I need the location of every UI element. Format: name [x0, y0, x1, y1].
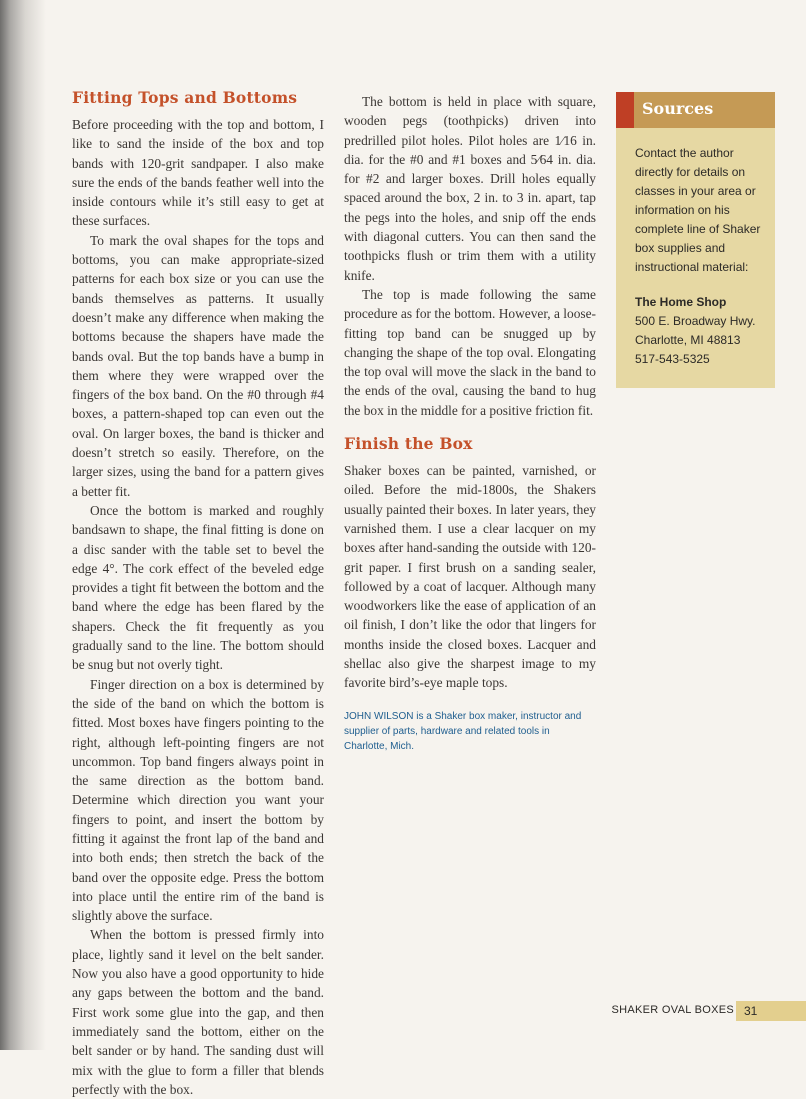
shop-name: The Home Shop [635, 295, 727, 309]
shop-phone: 517-543-5325 [635, 352, 710, 366]
column-middle [344, 92, 596, 754]
page-number: 31 [740, 1001, 806, 1021]
paragraph: When the bottom is pressed firmly into place, lightly sand it level on the belt sander. Now you also have a good opportunity to hide any gaps between the bottom and the band. First work some glue into the gap, and then immediately sand the bottom, either on the belt sander or by hand. The sanding dust will mix with the glue to form a filler that blends perfectly with the box. [72, 927, 324, 1097]
sidebar-accent-bar [616, 92, 634, 128]
paragraph: Once the bottom is marked and roughly bandsawn to shape, the final fitting is done on a disc sander with the table set to bevel the edge 4°. The cork effect of the beveled edge provides a tight fit between the bottom and the band where the edge has been flared by the shapers. Check the fit frequently as you gradually sand to the line. The bottom should be snug but not overly tight. [72, 502, 324, 673]
footer-running-title: SHAKER OVAL BOXES [611, 1004, 734, 1016]
page-gutter-shadow [0, 0, 46, 1050]
section-heading-fitting: Fitting Tops and Bottoms [72, 88, 298, 107]
paragraph: Before proceeding with the top and bottom, I like to sand the inside of the box and top bands with 120-grit sandpaper. I also make sure the ends of the bands feather well into the inside contours while it’s still easy to get at these surfaces. [72, 117, 324, 229]
shop-address-line2: Charlotte, MI 48813 [635, 333, 741, 347]
paragraph: Shaker boxes can be painted, varnished, or oiled. Before the mid-1800s, the Shakers usually painted their boxes. In later years, they varnished them. I use a clear lacquer on my boxes after hand-sanding the outside with 120-grit paper. I first brush on a sanding sealer, followed by a coat of lacquer. Although many woodworkers like the ease of application of an oil finish, I don’t like the odor that lingers for months inside the closed boxes. Lacquer and shellac also give the sharpest image to my favorite bird’s-eye maple tops. [344, 463, 596, 691]
paragraph: The top is made following the same procedure as for the bottom. However, a loose-fitting top band can be snugged up by changing the shape of the top oval. Elongating the top oval will move the slack in the band to the ends of the oval, causing the band to hug the box in the middle for a positive friction fit. [344, 286, 596, 418]
paragraph: The bottom is held in place with square, wooden pegs (toothpicks) driven into predrilled pilot holes. Pilot holes are 1⁄16 in. dia. for the #0 and #1 boxes and 5⁄64 in. dia. for #2 and larger boxes. Drill holes equally spaced around the box, 2 in. to 3 in. apart, tap the pegs into the holes, and snip off the ends with diagonal cutters. You can then sand the toothpicks flush or trim them with a utility knife. [344, 94, 596, 283]
sidebar-intro: Contact the author directly for details on classes in your area or information on his complete line of Shaker box supplies and instructional material: [635, 146, 761, 274]
column-left [72, 88, 324, 1099]
shop-address-line1: 500 E. Broadway Hwy. [635, 314, 756, 328]
paragraph: To mark the oval shapes for the tops and bottoms, you can make appropriate-sized patterns for each box size or you can use the bands themselves as patterns. It usually doesn’t make any difference when making the bottoms because the shapers have made the bands oval. But the top bands have a bump in them where they were wrapped over the fingers of the box band. On the #0 through #4 boxes, a pattern-shaped top can even out the oval. On larger boxes, the band is thicker and doesn’t stretch so easily. Therefore, on the larger sizes, using the band for a pattern gives a better fit. [72, 232, 324, 499]
section-heading-finish: Finish the Box [344, 434, 473, 454]
author-bio: JOHN WILSON is a Shaker box maker, instructor and supplier of parts, hardware and related tools in Charlotte, Mich. [344, 710, 582, 752]
page-footer [596, 1001, 806, 1021]
sidebar-header [616, 92, 775, 128]
sidebar-body [616, 128, 775, 369]
sidebar-title: Sources [642, 99, 714, 118]
paragraph: Finger direction on a box is determined by the side of the band on which the bottom is fitted. Most boxes have fingers pointing to the right, although left-pointing fingers are not uncommon. Top band fingers always point in the same direction as the bottom band. Determine which direction you want your fingers to point, and insert the bottom by fitting it against the front lap of the band and into both ends; then stretch the back of the band over the opposite edge. Press the bottom into place until the entire rim of the band is slightly above the surface. [72, 676, 324, 924]
sources-sidebar [616, 92, 775, 388]
